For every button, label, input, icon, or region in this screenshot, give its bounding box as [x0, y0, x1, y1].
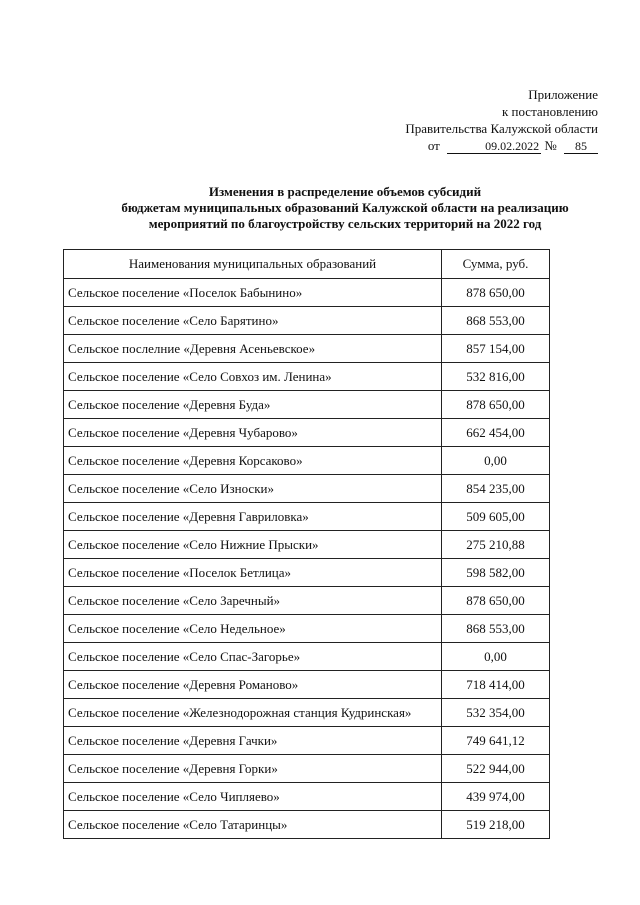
subsidy-amount: 854 235,00 [442, 475, 550, 503]
appendix-block [405, 86, 598, 154]
municipality-name: Сельское поселение «Село Нижние Прыски» [64, 531, 442, 559]
table-row [64, 531, 550, 559]
appendix-subtitle: к постановлению [501, 104, 598, 119]
table-row [64, 419, 550, 447]
title-line-1: Изменения в распределение объемов субсидий [208, 184, 482, 199]
subsidy-amount: 519 218,00 [442, 811, 550, 839]
municipality-name: Сельское поселение «Деревня Гачки» [64, 727, 442, 755]
municipality-name: Сельское поселение «Деревня Романово» [64, 671, 442, 699]
appendix-title: Приложение [528, 87, 598, 102]
table-row [64, 559, 550, 587]
table-row [64, 391, 550, 419]
table-row [64, 447, 550, 475]
subsidy-amount: 275 210,88 [442, 531, 550, 559]
header-name: Наименования муниципальных образований [64, 250, 442, 279]
decree-from-label: от [427, 138, 440, 153]
municipality-name: Сельское поселение «Село Заречный» [64, 587, 442, 615]
subsidy-amount: 718 414,00 [442, 671, 550, 699]
subsidy-amount: 439 974,00 [442, 783, 550, 811]
table-row [64, 643, 550, 671]
decree-number: 85 [564, 139, 598, 154]
table-row [64, 755, 550, 783]
subsidy-amount: 509 605,00 [442, 503, 550, 531]
subsidy-amount: 878 650,00 [442, 391, 550, 419]
subsidy-amount: 522 944,00 [442, 755, 550, 783]
header-sum: Сумма, руб. [442, 250, 550, 279]
subsidy-amount: 868 553,00 [442, 615, 550, 643]
municipality-name: Сельское поселение «Село Татаринцы» [64, 811, 442, 839]
subsidy-amount: 0,00 [442, 447, 550, 475]
table-row [64, 615, 550, 643]
table-row [64, 363, 550, 391]
municipality-name: Сельское поселение «Деревня Горки» [64, 755, 442, 783]
table-row [64, 699, 550, 727]
table-row [64, 335, 550, 363]
subsidy-amount: 868 553,00 [442, 307, 550, 335]
municipality-name: Сельское поселение «Село Спас-Загорье» [64, 643, 442, 671]
municipality-name: Сельское поселение «Деревня Буда» [64, 391, 442, 419]
municipality-name: Сельское поселение «Село Чипляево» [64, 783, 442, 811]
municipality-name: Сельское поселение «Село Износки» [64, 475, 442, 503]
municipality-name: Сельское поселение «Поселок Бабынино» [64, 279, 442, 307]
municipality-name: Сельское поселение «Поселок Бетлица» [64, 559, 442, 587]
subsidy-amount: 749 641,12 [442, 727, 550, 755]
subsidy-amount: 662 454,00 [442, 419, 550, 447]
subsidy-amount: 0,00 [442, 643, 550, 671]
subsidy-amount: 878 650,00 [442, 587, 550, 615]
municipality-name: Сельское поселение «Деревня Корсаково» [64, 447, 442, 475]
table-row [64, 671, 550, 699]
document-title [60, 184, 630, 232]
subsidy-amount: 878 650,00 [442, 279, 550, 307]
subsidy-amount: 532 354,00 [442, 699, 550, 727]
subsidy-amount: 598 582,00 [442, 559, 550, 587]
subsidy-amount: 857 154,00 [442, 335, 550, 363]
municipality-name: Сельское поселение «Деревня Гавриловка» [64, 503, 442, 531]
decree-number-label: № [544, 138, 557, 153]
municipality-name: Сельское поселение «Село Недельное» [64, 615, 442, 643]
municipality-name: Сельское поселение «Село Барятино» [64, 307, 442, 335]
title-line-3: мероприятий по благоустройству сельских территорий на 2022 год [148, 216, 542, 231]
table-row [64, 727, 550, 755]
subsidies-table [63, 249, 550, 839]
decree-date: 09.02.2022 [447, 139, 541, 154]
table-row [64, 307, 550, 335]
table-row [64, 587, 550, 615]
subsidy-amount: 532 816,00 [442, 363, 550, 391]
table-header-row [64, 250, 550, 279]
municipality-name: Сельское поселение «Железнодорожная станция Кудринская» [64, 699, 442, 727]
appendix-authority: Правительства Калужской области [405, 121, 598, 136]
table-row [64, 783, 550, 811]
table-row [64, 503, 550, 531]
municipality-name: Сельское поселение «Деревня Чубарово» [64, 419, 442, 447]
decree-reference [405, 137, 598, 154]
table-row [64, 811, 550, 839]
municipality-name: Сельское поселение «Село Совхоз им. Ленина» [64, 363, 442, 391]
title-line-2: бюджетам муниципальных образований Калужской области на реализацию [121, 200, 569, 215]
municipality-name: Сельское послелние «Деревня Асеньевское» [64, 335, 442, 363]
table-row [64, 279, 550, 307]
table-row [64, 475, 550, 503]
